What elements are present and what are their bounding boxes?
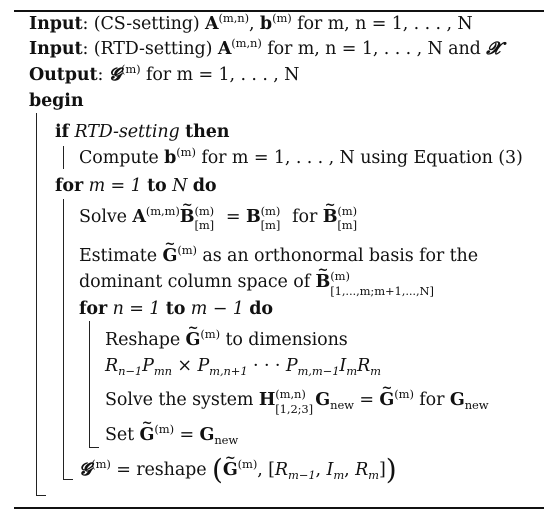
subscript-range: [1,...,m;m+1,...,N] — [330, 284, 434, 298]
matrix-G-tilde: ~ G — [186, 329, 201, 351]
vector-b: b — [164, 148, 177, 168]
dominant-text: dominant column space of — [79, 272, 316, 292]
algo-line-reshape-final — [79, 453, 397, 486]
keyword-begin: begin — [29, 91, 84, 111]
algo-line-for-n — [79, 298, 273, 320]
superscript: (m) — [337, 204, 357, 218]
superscript: (m) — [176, 145, 196, 159]
keyword-to: to — [147, 176, 167, 196]
matrix-A: A — [132, 207, 146, 227]
algo-line-estimate-2 — [79, 269, 470, 298]
times: × — [171, 356, 198, 376]
right-paren: ) — [385, 453, 397, 486]
subscript: new — [214, 433, 239, 447]
for-m-block-bar — [63, 199, 64, 480]
algo-line-input-cs — [29, 13, 473, 35]
superscript: (m,n) — [275, 387, 306, 401]
set-text: Set — [105, 425, 140, 445]
matrix-G: G — [315, 390, 331, 410]
if-block-bar — [63, 146, 64, 169]
subscript: [m] — [337, 218, 357, 232]
superscript: (m) — [330, 269, 350, 283]
matrix-G-tilde: ~ G — [223, 459, 238, 481]
subscript: m — [368, 468, 379, 482]
subscript: new — [330, 398, 354, 412]
solve-text: Solve — [79, 207, 133, 227]
dim-R: R — [355, 460, 369, 480]
subscript: mn — [153, 364, 172, 378]
colon: : — [97, 65, 109, 85]
algo-line-output — [29, 64, 299, 86]
subscript: new — [464, 398, 489, 412]
superscript: (m) — [91, 457, 111, 471]
matrix-B: B — [245, 207, 261, 227]
subscript: m,m−1 — [297, 364, 340, 378]
begin-block-foot — [36, 495, 46, 496]
dim-R: R — [357, 356, 371, 376]
superscript: (m) — [237, 457, 258, 471]
range-text: for m = 1, . . . , N — [140, 65, 300, 85]
keyword-input: Input — [29, 39, 83, 59]
setting-text: : (RTD-setting) — [82, 39, 218, 59]
for-n-block-foot — [89, 447, 99, 448]
dim-P: P — [142, 356, 154, 376]
comma: , — [344, 460, 356, 480]
algo-line-estimate-1 — [79, 245, 478, 267]
subscript: [m] — [194, 218, 215, 232]
setting-text: : (CS-setting) — [82, 14, 206, 34]
superscript: (m) — [154, 422, 174, 436]
keyword-if: if — [55, 122, 69, 142]
matrix-G-tilde: ~ G — [140, 424, 155, 446]
algo-line-solve-system — [105, 387, 489, 416]
superscript: (m,n) — [218, 11, 249, 25]
matrix-B-tilde: ~ B — [180, 206, 195, 228]
superscript: (m) — [272, 11, 292, 25]
dim-I: I — [339, 356, 347, 376]
algo-line-begin — [29, 90, 83, 112]
algo-line-reshape-2 — [105, 355, 381, 377]
for-text: for — [413, 390, 450, 410]
bracket-close: ] — [378, 460, 386, 480]
vector-b: b — [259, 14, 273, 34]
for-text: for — [286, 207, 323, 227]
keyword-do: do — [192, 176, 217, 196]
algo-line-solve-a — [79, 204, 363, 232]
loop-bound: m − 1 — [185, 299, 250, 319]
superscript: (m) — [260, 204, 281, 218]
tensor-G: 𝓖 — [79, 460, 92, 480]
estimate-text: Estimate — [79, 246, 163, 266]
equals: = — [353, 390, 380, 410]
superscript: (m,m) — [145, 204, 180, 218]
tensor-X: 𝓧 — [486, 39, 501, 59]
dim-P: P — [285, 356, 298, 376]
range-text: for m, n = 1, . . . , N — [291, 14, 473, 34]
algo-line-if — [55, 121, 229, 143]
subscript: m,n+1 — [209, 364, 248, 378]
algo-line-reshape-1 — [105, 329, 348, 351]
superscript: (m) — [194, 204, 215, 218]
bottom-rule — [14, 507, 544, 509]
and-text: and — [442, 39, 487, 59]
loop-bound: N — [166, 176, 193, 196]
comma: , — [315, 460, 327, 480]
keyword-for: for — [55, 176, 84, 196]
to-dims-text: to dimensions — [219, 330, 348, 350]
compute-rest: for m = 1, . . . , N using Equation (3) — [195, 148, 523, 168]
subscript: m — [346, 364, 358, 378]
superscript: (m) — [177, 243, 197, 257]
superscript: (m) — [394, 387, 414, 401]
loop-var: n = 1 — [107, 299, 166, 319]
subscript: n−1 — [118, 364, 143, 378]
cdots: · · · — [247, 356, 286, 376]
matrix-G: G — [449, 390, 465, 410]
matrix-A: A — [205, 14, 219, 34]
subscript: m — [333, 468, 345, 482]
matrix-B-tilde: ~ B — [323, 206, 338, 228]
subscript: [m] — [260, 218, 281, 232]
estimate-rest: as an orthonormal basis for the — [196, 246, 478, 266]
keyword-for: for — [79, 299, 108, 319]
subscript: m — [370, 364, 381, 378]
keyword-to: to — [165, 299, 186, 319]
dim-R: R — [105, 356, 119, 376]
keyword-output: Output — [29, 65, 98, 85]
matrix-G-tilde: ~ G — [162, 245, 177, 267]
left-paren: ( — [211, 453, 223, 486]
algo-line-compute — [79, 147, 523, 169]
keyword-then: then — [185, 122, 230, 142]
range-text: for m, n = 1, . . . , N — [261, 39, 443, 59]
reshape-eq-text: = reshape — [110, 460, 212, 480]
equals: = — [173, 425, 200, 445]
reshape-text: Reshape — [105, 330, 186, 350]
condition-text: RTD-setting — [74, 122, 180, 142]
subscript: [1,2;3] — [275, 402, 314, 416]
superscript: (m) — [200, 327, 220, 341]
begin-block-bar — [36, 113, 37, 496]
compute-text: Compute — [79, 148, 165, 168]
superscript: (m,n) — [231, 36, 262, 50]
equals: = — [220, 207, 246, 227]
dim-P: P — [197, 356, 210, 376]
bracket-open: , [ — [257, 460, 275, 480]
superscript: (m) — [120, 62, 141, 76]
tensor-G: 𝓖 — [108, 65, 121, 85]
for-n-block-bar — [89, 321, 90, 448]
for-m-block-foot — [63, 479, 73, 480]
matrix-G-tilde: ~ G — [379, 389, 394, 411]
matrix-A: A — [217, 39, 232, 59]
keyword-do: do — [249, 299, 273, 319]
loop-var: m = 1 — [83, 176, 148, 196]
subscript: m−1 — [287, 468, 316, 482]
comma: , — [248, 14, 260, 34]
matrix-H: H — [258, 390, 276, 410]
keyword-input: Input — [29, 14, 83, 34]
algo-line-input-rtd — [29, 38, 500, 60]
matrix-B-tilde: ~ B — [316, 271, 331, 293]
matrix-G: G — [199, 425, 215, 445]
algo-line-set — [105, 424, 238, 446]
algo-line-for-m — [55, 175, 217, 197]
solve-system-text: Solve the system — [105, 390, 259, 410]
dim-I: I — [326, 460, 334, 480]
dim-R: R — [274, 460, 288, 480]
